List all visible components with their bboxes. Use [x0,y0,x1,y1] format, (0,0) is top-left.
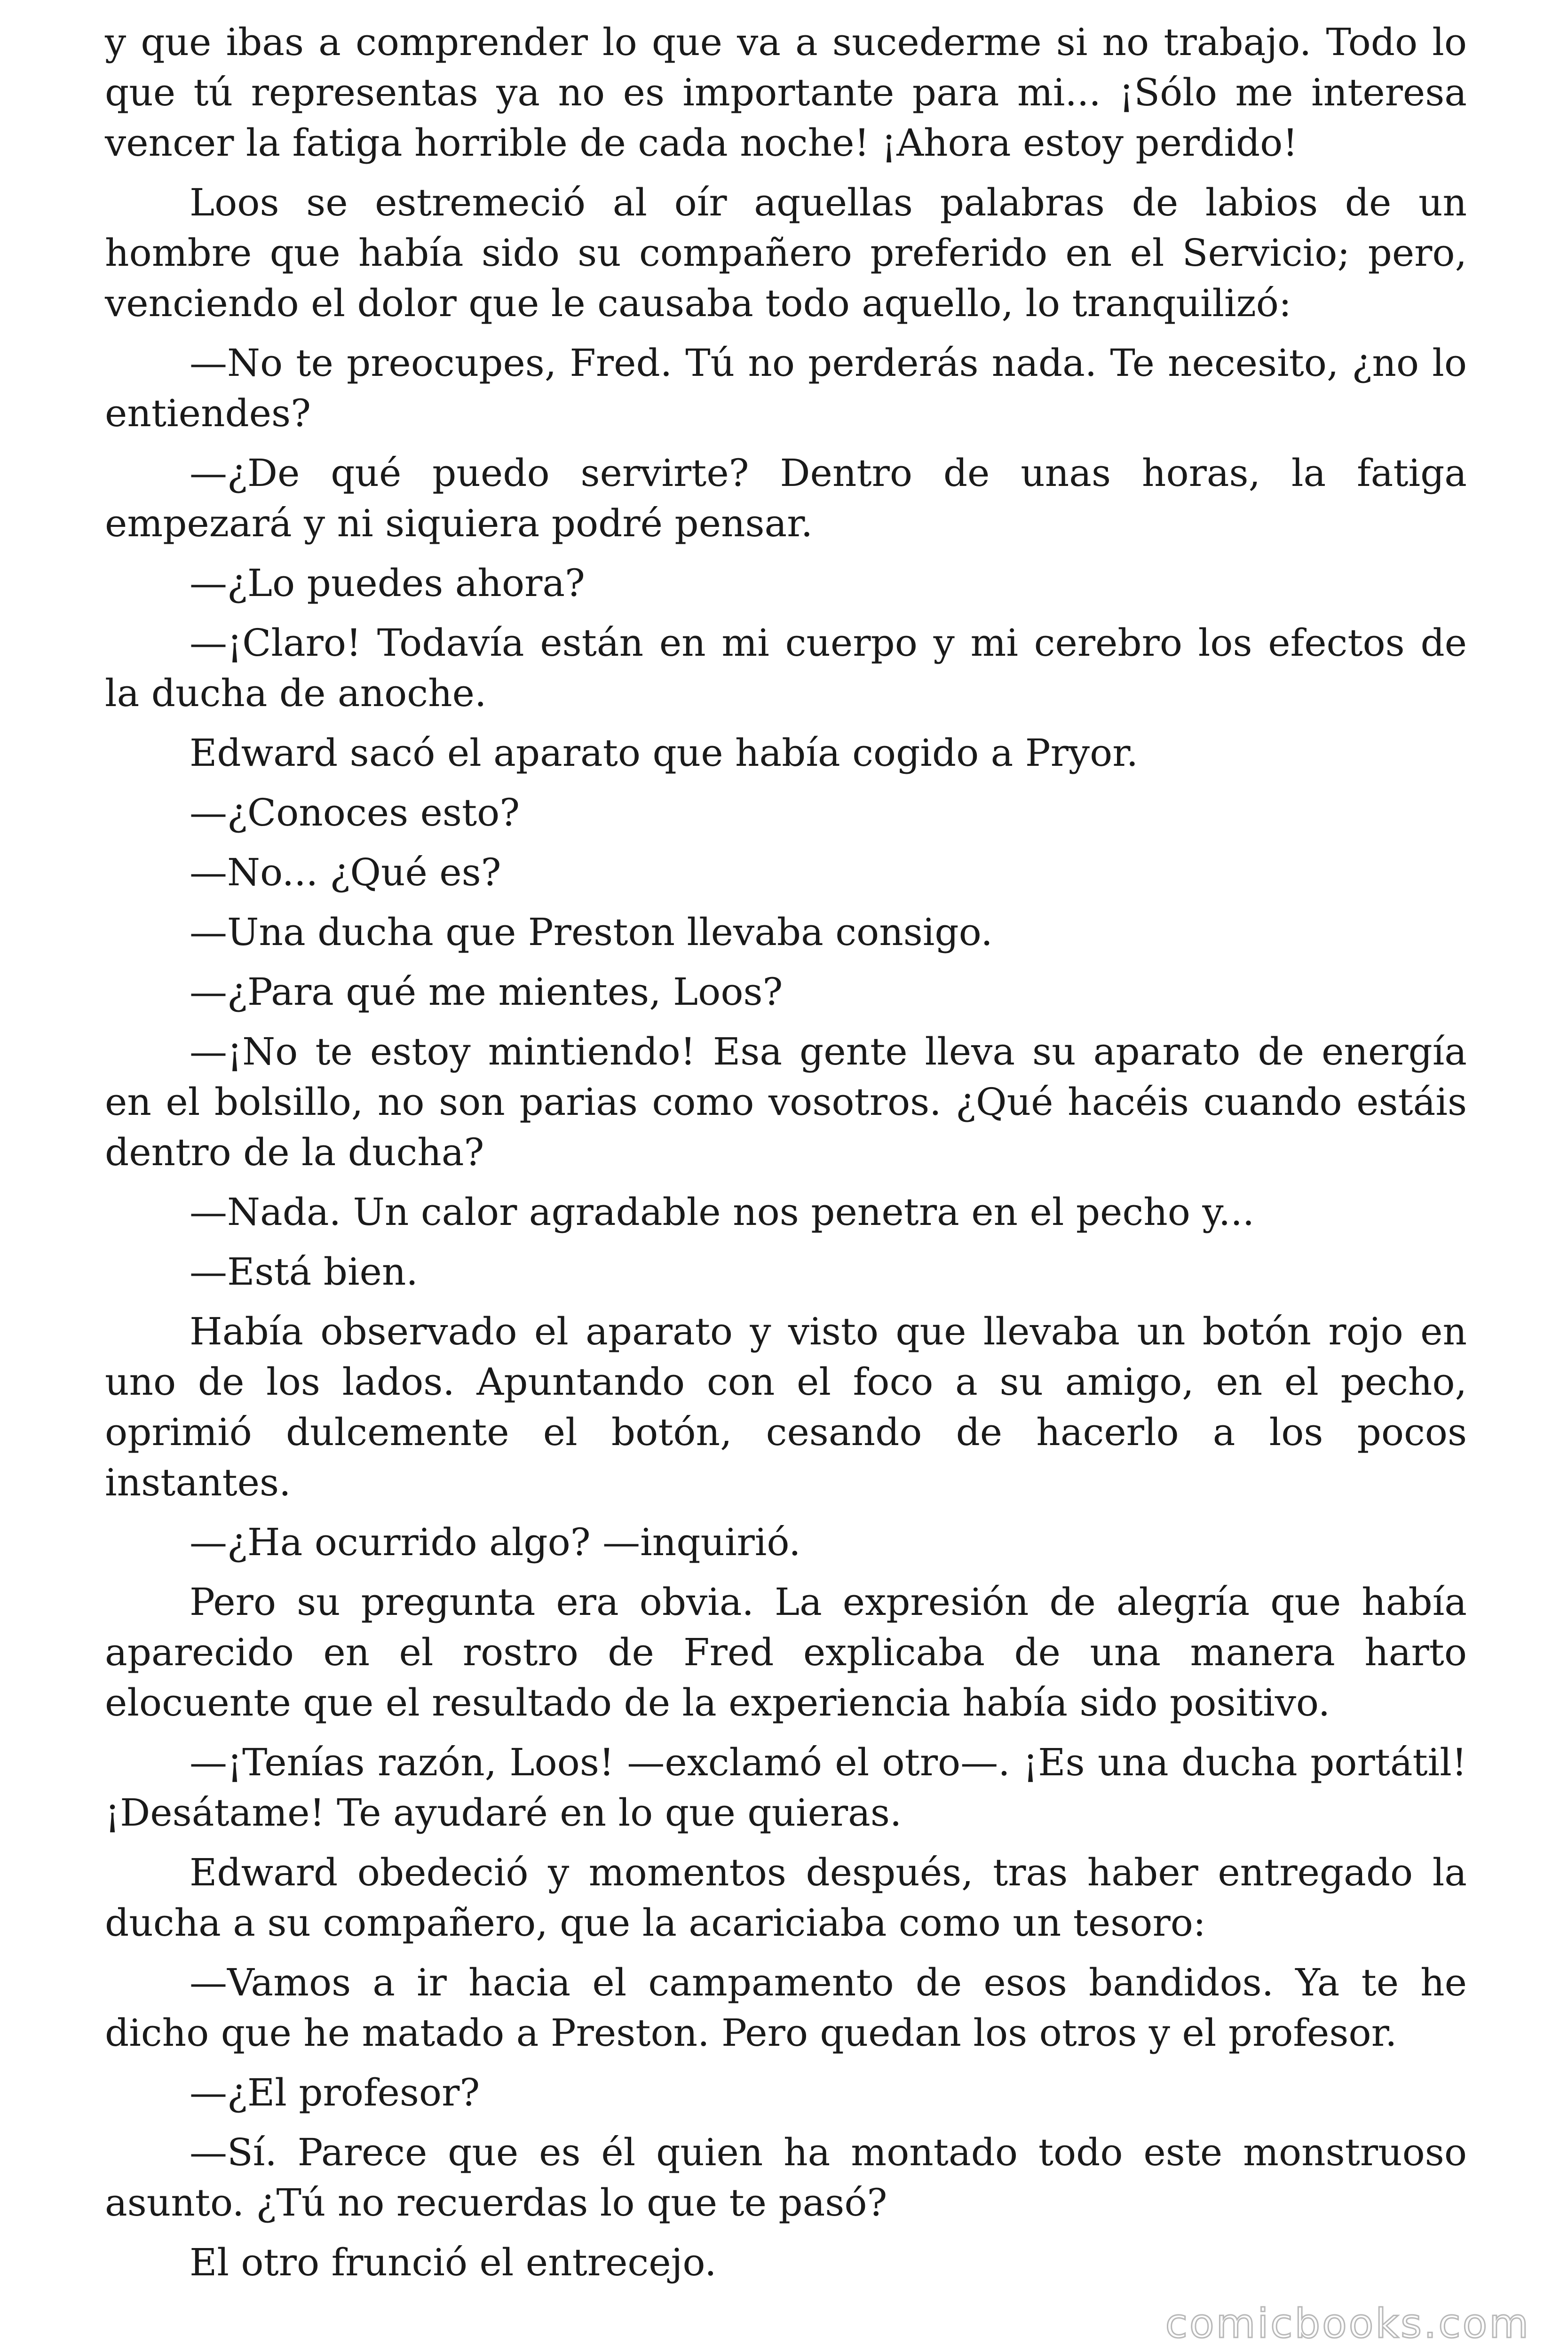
paragraph: y que ibas a comprender lo que va a sucederme si no trabajo. Todo lo que tú representas ya no es importante para mi... ¡Sólo me interesa vencer la fatiga horrible de cada noche! ¡Ahora estoy perdido! [105,20,1467,165]
paragraph: El otro frunció el entrecejo. [190,2241,717,2284]
paragraph: Loos se estremeció al oír aquellas palabras de labios de un hombre que había sido su compañero preferido en el Servicio; pero, venciendo el dolor que le causaba todo aquello, lo tranquilizó: [105,181,1467,325]
paragraph: —No... ¿Qué es? [190,850,501,894]
paragraph: —Está bien. [190,1250,418,1294]
page-text [105,17,1467,2297]
paragraph: —¿Para qué me mientes, Loos? [190,970,783,1014]
paragraph: —¿Ha ocurrido algo? —inquirió. [190,1520,801,1564]
paragraph: Había observado el aparato y visto que llevaba un botón rojo en uno de los lados. Apuntando con el foco a su amigo, en el pecho, oprimió dulcemente el botón, cesando de hacerlo a los pocos instantes. [105,1310,1467,1504]
paragraph: Pero su pregunta era obvia. La expresión de alegría que había aparecido en el rostro de Fred explicaba de una manera harto elocuente que el resultado de la experiencia había sido positivo. [105,1580,1467,1724]
paragraph: —Nada. Un calor agradable nos penetra en el pecho y... [190,1190,1255,1234]
paragraph: Edward obedeció y momentos después, tras haber entregado la ducha a su compañero, que la acariciaba como un tesoro: [105,1851,1467,1945]
paragraph: —No te preocupes, Fred. Tú no perderás nada. Te necesito, ¿no lo entiendes? [105,341,1467,435]
paragraph: —Sí. Parece que es él quien ha montado todo este monstruoso asunto. ¿Tú no recuerdas lo que te pasó? [105,2130,1467,2225]
paragraph: —Vamos a ir hacia el campamento de esos bandidos. Ya te he dicho que he matado a Preston. Pero quedan los otros y el profesor. [105,1961,1467,2055]
paragraph: —Una ducha que Preston llevaba consigo. [190,910,993,954]
paragraph: —¡Claro! Todavía están en mi cuerpo y mi cerebro los efectos de la ducha de anoche. [105,621,1467,715]
paragraph: —¿Conoces esto? [190,791,520,834]
paragraph: —¿De qué puedo servirte? Dentro de unas horas, la fatiga empezará y ni siquiera podré pensar. [105,451,1467,545]
paragraph: Edward sacó el aparato que había cogido a Pryor. [190,731,1139,775]
paragraph: —¿El profesor? [190,2071,480,2114]
paragraph: —¿Lo puedes ahora? [190,561,585,605]
paragraph: —¡No te estoy mintiendo! Esa gente lleva su aparato de energía en el bolsillo, no son parias como vosotros. ¿Qué hacéis cuando estáis dentro de la ducha? [105,1030,1467,1174]
paragraph: —¡Tenías razón, Loos! —exclamó el otro—. ¡Es una ducha portátil! ¡Desátame! Te ayudaré en lo que quieras. [105,1740,1467,1835]
watermark-text: comicbooks.com [1165,2300,1530,2347]
